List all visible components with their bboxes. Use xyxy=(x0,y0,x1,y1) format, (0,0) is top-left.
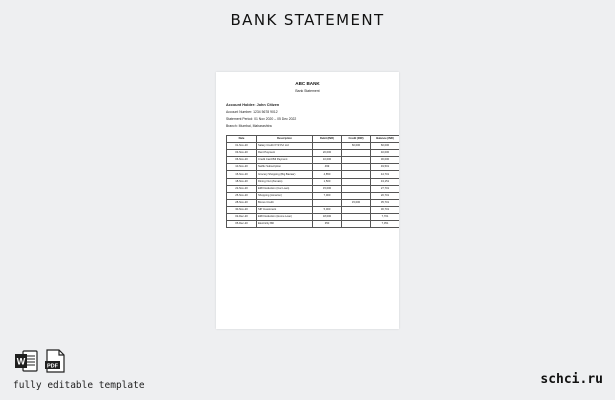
table-row xyxy=(227,178,400,185)
statement-subtitle: Bank Statement xyxy=(295,89,320,93)
table-cell: Electricity Bill xyxy=(257,221,313,228)
table-cell: Bonus Credit xyxy=(257,199,313,206)
table-cell: 03-Nov-20 xyxy=(227,150,257,157)
branch: Branch: Mumbai, Maharashtra xyxy=(226,124,272,128)
column-header: Credit (INR) xyxy=(342,136,371,143)
table-cell: 60,000 xyxy=(342,143,371,150)
bank-name: ABC BANK xyxy=(295,81,320,86)
table-cell: 10,000 xyxy=(313,157,342,164)
table-cell: 30,701 xyxy=(371,206,400,213)
table-cell xyxy=(342,164,371,171)
table-cell: Rent Payment xyxy=(257,150,313,157)
table-cell: 18,000 xyxy=(313,214,342,221)
table-cell: 7,351 xyxy=(371,221,400,228)
table-cell: 1,500 xyxy=(313,178,342,185)
table-cell xyxy=(313,199,342,206)
table-row xyxy=(227,214,400,221)
column-header: Date xyxy=(227,136,257,143)
table-cell: 30,000 xyxy=(371,157,400,164)
table-cell: 4,850 xyxy=(313,171,342,178)
table-cell xyxy=(342,171,371,178)
table-cell: EMI Deduction (Car Loan) xyxy=(257,185,313,192)
table-cell xyxy=(342,214,371,221)
table-cell: 06-Nov-20 xyxy=(227,157,257,164)
table-row xyxy=(227,150,400,157)
table-cell: 18-Nov-20 xyxy=(227,178,257,185)
table-cell: 350 xyxy=(313,221,342,228)
table-cell: 43,151 xyxy=(371,178,400,185)
table-cell: Dining Out (Zomato) xyxy=(257,178,313,185)
table-cell: 10-Nov-20 xyxy=(227,164,257,171)
table-cell: 28-Nov-20 xyxy=(227,199,257,206)
table-cell: 01-Nov-20 xyxy=(227,143,257,150)
site-watermark: schci.ru xyxy=(540,372,603,387)
pdf-file-icon xyxy=(44,349,66,373)
table-cell xyxy=(342,178,371,185)
table-cell: 25-Nov-20 xyxy=(227,192,257,199)
table-row xyxy=(227,157,400,164)
table-cell: 30-Nov-20 xyxy=(227,206,257,213)
table-cell: 15-Nov-20 xyxy=(227,171,257,178)
table-cell: 22-Nov-20 xyxy=(227,185,257,192)
table-cell: 20,701 xyxy=(371,192,400,199)
table-cell: 40,000 xyxy=(371,150,400,157)
template-tagline: fully editable template xyxy=(13,380,145,391)
table-cell xyxy=(342,221,371,228)
table-row xyxy=(227,206,400,213)
account-number: Account Number: 1234 5678 9012 xyxy=(226,110,278,114)
table-cell: 499 xyxy=(313,164,342,171)
table-cell: 15,000 xyxy=(342,199,371,206)
table-row xyxy=(227,199,400,206)
table-cell xyxy=(342,192,371,199)
table-cell: Credit Card Bill Payment xyxy=(257,157,313,164)
table-row xyxy=(227,171,400,178)
table-cell: 44,701 xyxy=(371,171,400,178)
column-header: Debit (INR) xyxy=(313,136,342,143)
table-header-row xyxy=(227,136,400,143)
table-row xyxy=(227,164,400,171)
statement-period: Statement Period: 01 Nov 2020 – 05 Dec 2022 xyxy=(226,117,297,121)
table-cell: 05-Dec-20 xyxy=(227,221,257,228)
statement-document xyxy=(216,72,399,329)
table-cell: Salary Credit XYZ Pvt Ltd xyxy=(257,143,313,150)
table-cell: 60,000 xyxy=(371,143,400,150)
transactions-table xyxy=(226,135,399,228)
table-cell: Netflix Subscription xyxy=(257,164,313,171)
table-row xyxy=(227,143,400,150)
account-holder: Account Holder: John Citizen xyxy=(226,103,280,107)
transactions-body xyxy=(227,143,400,228)
table-cell: 49,501 xyxy=(371,164,400,171)
table-cell xyxy=(342,185,371,192)
word-icon-letter: W xyxy=(16,356,26,367)
word-file-icon xyxy=(14,349,38,373)
table-cell: 15,000 xyxy=(313,185,342,192)
table-cell xyxy=(342,157,371,164)
table-cell: 02-Dec-20 xyxy=(227,214,257,221)
table-cell: 5,000 xyxy=(313,206,342,213)
page-heading: BANK STATEMENT xyxy=(230,11,385,29)
table-cell: SIP Investment xyxy=(257,206,313,213)
table-cell: EMI Deduction (Home Loan) xyxy=(257,214,313,221)
table-row xyxy=(227,185,400,192)
table-cell: 7,701 xyxy=(371,214,400,221)
table-cell: 27,701 xyxy=(371,185,400,192)
table-row xyxy=(227,221,400,228)
table-cell: 35,701 xyxy=(371,199,400,206)
table-cell: 20,000 xyxy=(313,150,342,157)
table-row xyxy=(227,192,400,199)
pdf-icon-label: PDF xyxy=(47,363,58,370)
column-header: Balance (INR) xyxy=(371,136,400,143)
table-cell xyxy=(342,206,371,213)
table-cell xyxy=(342,150,371,157)
table-cell: 7,000 xyxy=(313,192,342,199)
table-cell: Shopping (Amazon) xyxy=(257,192,313,199)
column-header: Description xyxy=(257,136,313,143)
table-cell: Grocery Shopping (Big Bazaar) xyxy=(257,171,313,178)
table-cell xyxy=(313,143,342,150)
